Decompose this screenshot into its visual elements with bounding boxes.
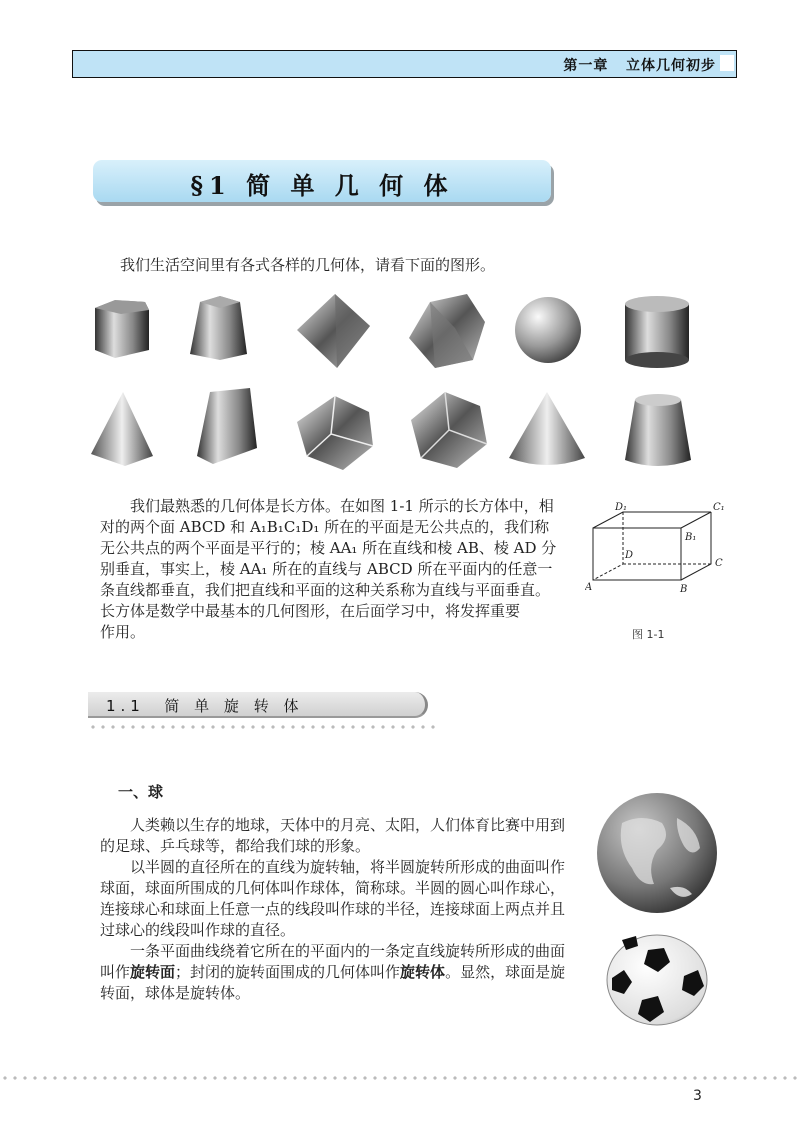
paragraph-line: 我们最熟悉的几何体是长方体。在如图 1-1 所示的长方体中，相 <box>130 497 554 515</box>
cone-frustum-icon <box>625 394 691 466</box>
pyramid-icon <box>91 392 153 466</box>
figure-caption: 图 1-1 <box>632 628 665 641</box>
soccer-ball-icon <box>602 928 712 1028</box>
frustum-prism-icon <box>190 296 247 360</box>
dodecahedron-icon <box>297 396 373 470</box>
subsection-dotted-rule <box>88 724 438 730</box>
cuboid-figure <box>585 500 735 630</box>
term-rotation-surface: 旋转面 <box>130 963 176 981</box>
footer-dotted-rule <box>0 1075 800 1081</box>
pentagonal-prism-icon <box>95 300 149 358</box>
polyhedron-icon <box>409 294 485 368</box>
label-a: A <box>585 582 593 593</box>
ball-heading: 一、球 <box>118 783 164 801</box>
page-number: 3 <box>693 1088 702 1104</box>
section-title: §1 简 单 几 何 体 <box>190 171 454 200</box>
chapter-title: 立体几何初步 <box>626 58 716 74</box>
label-b: B <box>680 584 688 595</box>
octahedron-icon <box>297 294 370 368</box>
ball-paragraph-1: 人类赖以生存的地球，天体中的月亮、太阳，人们体育比赛中用到的足球、乒乓球等，都给我们球的形象。 <box>100 816 566 855</box>
section-banner <box>93 160 551 202</box>
ball-paragraph-3-part-a: 一条平面曲线绕着它所在的平面内的一条定直线旋转所形成的曲面叫作 <box>100 942 566 981</box>
term-rotation-solid: 旋转体 <box>400 963 446 981</box>
label-d1: D₁ <box>615 502 628 513</box>
ball-paragraph-3 <box>100 941 570 1004</box>
paragraph-line: 长方体是数学中最基本的几何图形，在后面学习中，将发挥重要 <box>100 602 521 620</box>
subsection-banner <box>88 692 428 718</box>
paragraph-line: 对的两个面 ABCD 和 A₁B₁C₁D₁ 所在的平面是无公共点的，我们称 <box>100 518 550 536</box>
label-b1: B₁ <box>685 532 697 543</box>
paragraph-line: 无公共点的两个平面是平行的；棱 AA₁ 所在直线和棱 AB、棱 AD 分 <box>100 539 557 557</box>
ball-paragraphs <box>100 815 572 1004</box>
globe-icon <box>592 788 722 918</box>
label-c1: C₁ <box>713 502 725 513</box>
cone-icon <box>509 392 585 465</box>
cylinder-icon <box>625 296 689 368</box>
sphere-icon <box>515 297 581 363</box>
icosahedron-icon <box>411 392 487 468</box>
chapter-number: 第一章 <box>563 58 609 74</box>
slanted-prism-icon <box>197 388 257 464</box>
paragraph-line: 条直线都垂直，我们把直线和平面的这种关系称为直线与平面垂直。 <box>100 581 551 599</box>
label-d: D <box>625 550 634 561</box>
header-square-decoration <box>720 55 734 71</box>
cuboid-paragraph <box>100 496 572 643</box>
label-c: C <box>715 558 723 569</box>
geometric-solids-figure <box>85 288 705 478</box>
chapter-header-bar <box>72 50 737 78</box>
chapter-header-text <box>563 55 716 75</box>
subsection-title: 1.1 简 单 旋 转 体 <box>106 697 304 715</box>
ball-paragraph-2: 以半圆的直径所在的直线为旋转轴，将半圆旋转所形成的曲面叫作球面，球面所围成的几何体叫作球体，简称球。半圆的圆心叫作球心，连接球心和球面上任意一点的线段叫作球的半径，连接球面上两点并且过球心的线段叫作球的直径。 <box>100 858 566 939</box>
paragraph-line: 别垂直，事实上，棱 AA₁ 所在的直线与 ABCD 所在平面内的任意一 <box>100 560 553 578</box>
intro-text: 我们生活空间里有各式各样的几何体，请看下面的图形。 <box>120 256 496 274</box>
paragraph-line: 作用。 <box>100 623 146 641</box>
ball-paragraph-3-part-c: 。显然，球面是旋转面，球体是旋转体。 <box>100 963 566 1002</box>
ball-paragraph-3-part-b: ；封闭的旋转面围成的几何体叫作 <box>175 963 401 981</box>
